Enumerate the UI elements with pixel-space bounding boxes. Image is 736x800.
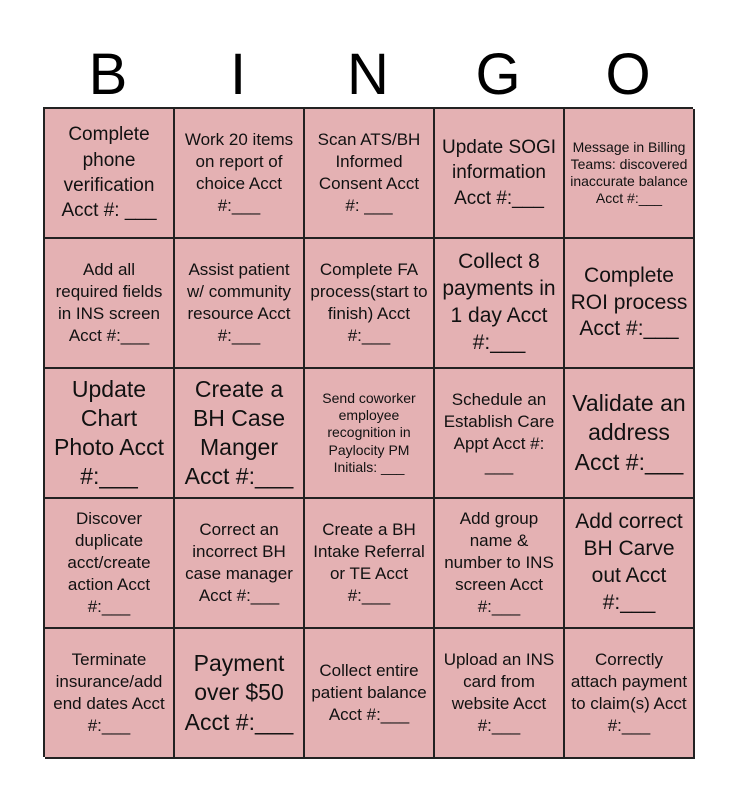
header-letter-o: O bbox=[605, 42, 651, 107]
bingo-cell-r4-c4[interactable]: Add group name & number to INS screen Acct #:___ bbox=[435, 499, 565, 629]
bingo-cell-r5-c5[interactable]: Correctly attach payment to claim(s) Acct #:___ bbox=[565, 629, 695, 759]
bingo-cell-r3-c5[interactable]: Validate an address Acct #:___ bbox=[565, 369, 695, 499]
bingo-cell-r3-c4[interactable]: Schedule an Establish Care Appt Acct #: ___ bbox=[435, 369, 565, 499]
bingo-cell-r4-c1[interactable]: Discover duplicate acct/create action Acct #:___ bbox=[45, 499, 175, 629]
bingo-cell-r4-c2[interactable]: Correct an incorrect BH case manager Acct #:___ bbox=[175, 499, 305, 629]
bingo-cell-r2-c4[interactable]: Collect 8 payments in 1 day Acct #:___ bbox=[435, 239, 565, 369]
bingo-cell-r1-c2[interactable]: Work 20 items on report of choice Acct #:___ bbox=[175, 109, 305, 239]
bingo-cell-r3-c1[interactable]: Update Chart Photo Acct #:___ bbox=[45, 369, 175, 499]
bingo-cell-r4-c3[interactable]: Create a BH Intake Referral or TE Acct #:___ bbox=[305, 499, 435, 629]
header-letter-n: N bbox=[347, 42, 389, 107]
bingo-cell-r2-c5[interactable]: Complete ROI process Acct #:___ bbox=[565, 239, 695, 369]
bingo-header bbox=[43, 44, 693, 106]
header-letter-i: I bbox=[229, 42, 247, 107]
header-letter-b: B bbox=[88, 42, 128, 107]
bingo-cell-r5-c2[interactable]: Payment over $50 Acct #:___ bbox=[175, 629, 305, 759]
bingo-cell-r5-c3[interactable]: Collect entire patient balance Acct #:___ bbox=[305, 629, 435, 759]
bingo-cell-r5-c4[interactable]: Upload an INS card from website Acct #:___ bbox=[435, 629, 565, 759]
bingo-cell-r2-c1[interactable]: Add all required fields in INS screen Acct #:___ bbox=[45, 239, 175, 369]
bingo-cell-r2-c3[interactable]: Complete FA process(start to finish) Acct #:___ bbox=[305, 239, 435, 369]
bingo-cell-r3-c2[interactable]: Create a BH Case Manger Acct #:___ bbox=[175, 369, 305, 499]
bingo-grid bbox=[43, 107, 693, 757]
header-letter-g: G bbox=[475, 42, 521, 107]
bingo-cell-r3-c3[interactable]: Send coworker employee recognition in Paylocity PM Initials: ___ bbox=[305, 369, 435, 499]
bingo-cell-r1-c5[interactable]: Message in Billing Teams: discovered inaccurate balance Acct #:___ bbox=[565, 109, 695, 239]
bingo-cell-r4-c5[interactable]: Add correct BH Carve out Acct #:___ bbox=[565, 499, 695, 629]
bingo-cell-r1-c4[interactable]: Update SOGI information Acct #:___ bbox=[435, 109, 565, 239]
bingo-cell-r5-c1[interactable]: Terminate insurance/add end dates Acct #:___ bbox=[45, 629, 175, 759]
bingo-cell-r1-c1[interactable]: Complete phone verification Acct #: ___ bbox=[45, 109, 175, 239]
bingo-cell-r1-c3[interactable]: Scan ATS/BH Informed Consent Acct #: ___ bbox=[305, 109, 435, 239]
bingo-cell-r2-c2[interactable]: Assist patient w/ community resource Acct #:___ bbox=[175, 239, 305, 369]
